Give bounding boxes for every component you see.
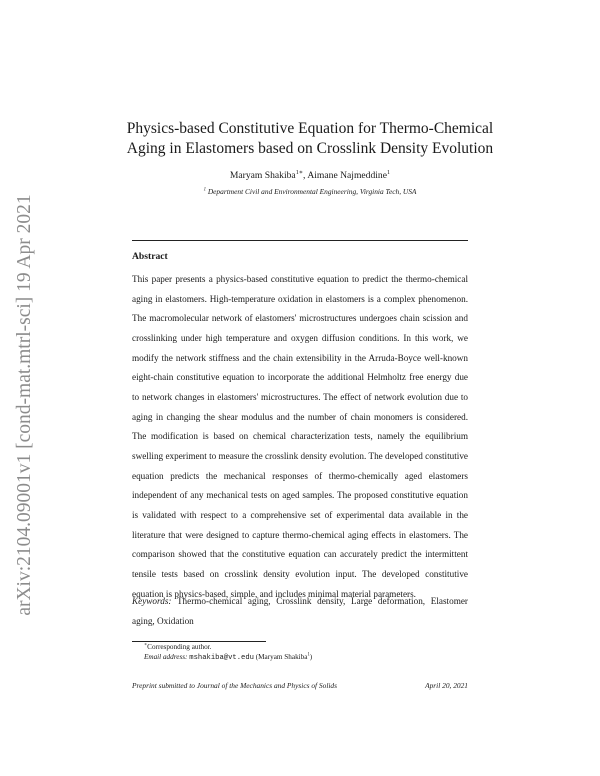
affiliation-mark: 1 xyxy=(203,187,206,193)
affiliation xyxy=(110,187,510,196)
affiliation-text: Department Civil and Environmental Engineering, Virginia Tech, USA xyxy=(205,187,417,196)
abstract-body: This paper presents a physics-based constitutive equation to predict the thermo-chemical aging in elastomers. High-temperature oxidation in elastomers is a complex phenomenon. The macromolecular network of elastomers' microstructures undergoes chain scission and crosslinking under high temperature and oxygen diffusion conditions. In this work, we modify the network stiffness and the chain extensibility in the Arruda-Boyce well-known eight-chain constitutive equation to incorporate the additional Helmholtz free energy due to network changes in elastomers' microstructures. The effect of network evolution due to aging in changing the shear modulus and the number of chain monomers is considered. The modification is based on chemical characterization tests, namely the equilibrium swelling experiment to measure the crosslink density evolution. The developed constitutive equation predicts the mechanical responses of thermo-chemically aged elastomers independent of any mechanical tests on aged samples. The proposed constitutive equation is validated with respect to a comprehensive set of experimental data available in the literature that were designed to capture thermo-chemical aging effects in elastomers. The comparison showed that the constitutive equation can accurately predict the intermittent tensile tests based on crosslink density evolution input. The developed constitutive equation is physics-based, simple, and includes minimal material parameters. xyxy=(132,274,468,599)
arxiv-identifier: arXiv:2104.09001v1 [cond-mat.mtrl-sci] 19 Apr 2021 xyxy=(14,194,35,616)
keywords xyxy=(132,592,468,631)
author-1: Maryam Shakiba xyxy=(229,170,296,181)
abstract-top-rule xyxy=(132,240,468,241)
abstract-heading: Abstract xyxy=(132,251,168,262)
email-address[interactable]: mshakiba@vt.edu xyxy=(189,654,254,662)
email-owner: (Maryam Shakiba xyxy=(253,653,308,661)
paper-title xyxy=(110,119,510,159)
footnote-email xyxy=(144,653,312,662)
email-close: ) xyxy=(309,653,313,661)
author-separator: , xyxy=(303,170,308,181)
footnote-corresponding-text: Corresponding author. xyxy=(147,643,212,651)
arxiv-sidebar-stamp xyxy=(6,175,44,635)
title-line-1: Physics-based Constitutive Equation for Thermo-Chemical xyxy=(126,120,494,137)
footnote-corresponding xyxy=(144,643,211,651)
email-owner-mark: 1 xyxy=(307,652,310,658)
footnote-mark: ∗ xyxy=(144,642,148,648)
author-1-mark: 1∗ xyxy=(295,168,304,176)
journal-note: Preprint submitted to Journal of the Mechanics and Physics of Solids xyxy=(132,681,337,690)
author-2-mark: 1 xyxy=(386,168,391,176)
email-label: Email address: xyxy=(144,653,188,661)
title-line-2: Aging in Elastomers based on Crosslink Density Evolution xyxy=(126,140,494,157)
keywords-label: Keywords: xyxy=(132,596,172,606)
author-list xyxy=(110,170,510,181)
author-2: Aimane Najmeddine xyxy=(307,170,387,181)
preprint-date: April 20, 2021 xyxy=(425,681,468,690)
keywords-text: Thermo-chemical aging, Crosslink density, Large deformation, Elastomer aging, Oxidation xyxy=(132,596,468,626)
footnote-rule xyxy=(132,641,266,642)
